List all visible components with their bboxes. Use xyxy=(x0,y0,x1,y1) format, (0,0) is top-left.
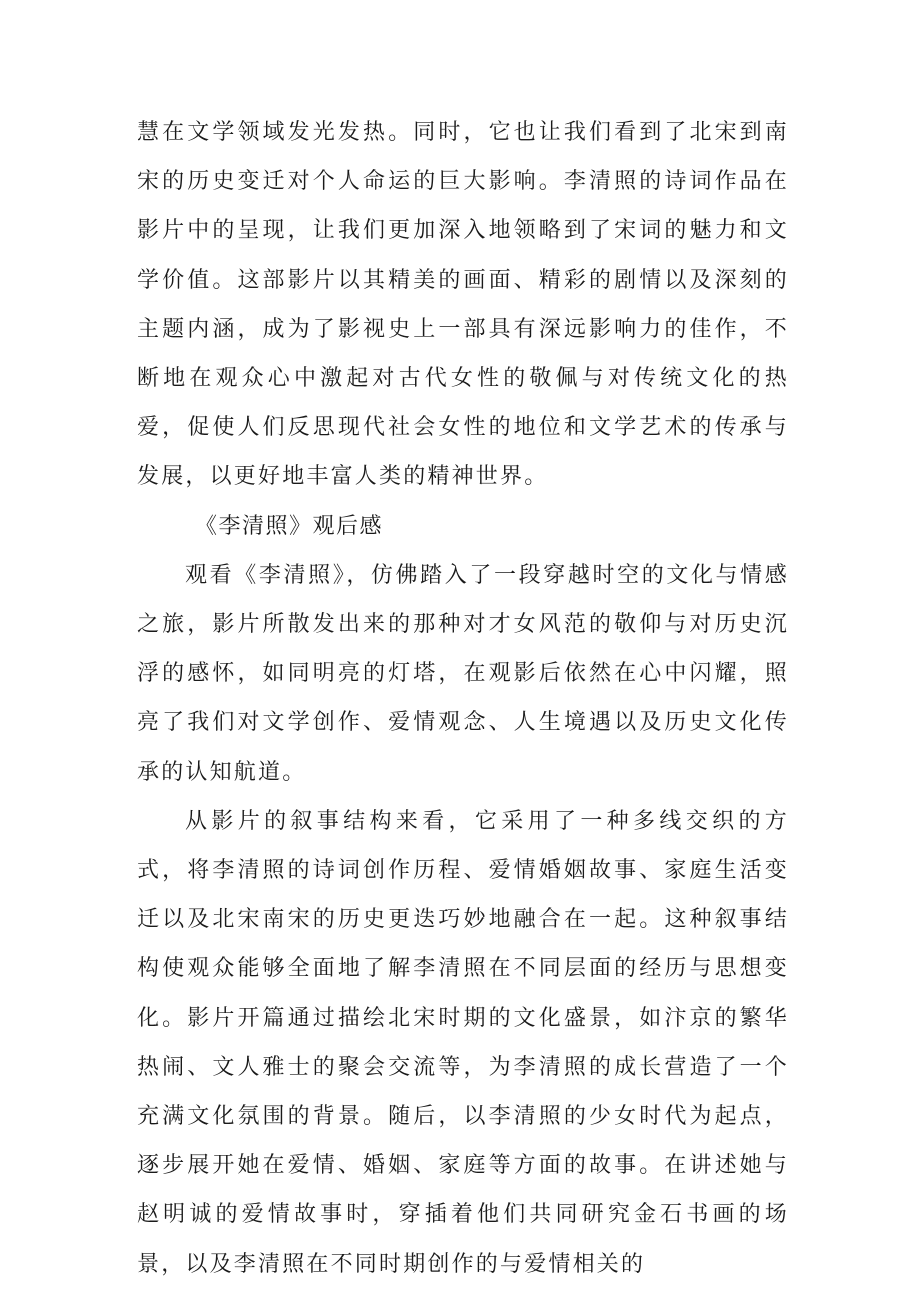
body-paragraph-2: 从影片的叙事结构来看，它采用了一种多线交织的方式，将李清照的诗词创作历程、爱情婚姻故事、家庭生活变迁以及北宋南宋的历史更迭巧妙地融合在一起。这种叙事结构使观众能够全面地了解李清照在不同层面的经历与思想变化。影片开篇通过描绘北宋时期的文化盛景，如汴京的繁华热闹、文人雅士的聚会交流等，为李清照的成长营造了一个充满文化氛围的背景。随后，以李清照的少女时代为起点，逐步展开她在爱情、婚姻、家庭等方面的故事。在讲述她与赵明诚的爱情故事时，穿插着他们共同研究金石书画的场景，以及李清照在不同时期创作的与爱情相关的 xyxy=(137,808,789,1277)
essay-title: 《李清照》观后感 xyxy=(195,513,384,539)
document-body xyxy=(137,108,789,1289)
body-paragraph-1: 观看《李清照》，仿佛踏入了一段穿越时空的文化与情感之旅，影片所散发出来的那种对才女风范的敬仰与对历史沉浮的感怀，如同明亮的灯塔，在观影后依然在心中闪耀，照亮了我们对文学创作、爱情观念、人生境遇以及历史文化传承的认知航道。 xyxy=(137,562,789,785)
continuation-paragraph: 慧在文学领域发光发热。同时，它也让我们看到了北宋到南宋的历史变迁对个人命运的巨大影响。李清照的诗词作品在影片中的呈现，让我们更加深入地领略到了宋词的魅力和文学价值。这部影片以其精美的画面、精彩的剧情以及深刻的主题内涵，成为了影视史上一部具有深远影响力的佳作，不断地在观众心中激起对古代女性的敬佩与对传统文化的热爱，促使人们反思现代社会女性的地位和文学艺术的传承与发展，以更好地丰富人类的精神世界。 xyxy=(137,120,789,490)
